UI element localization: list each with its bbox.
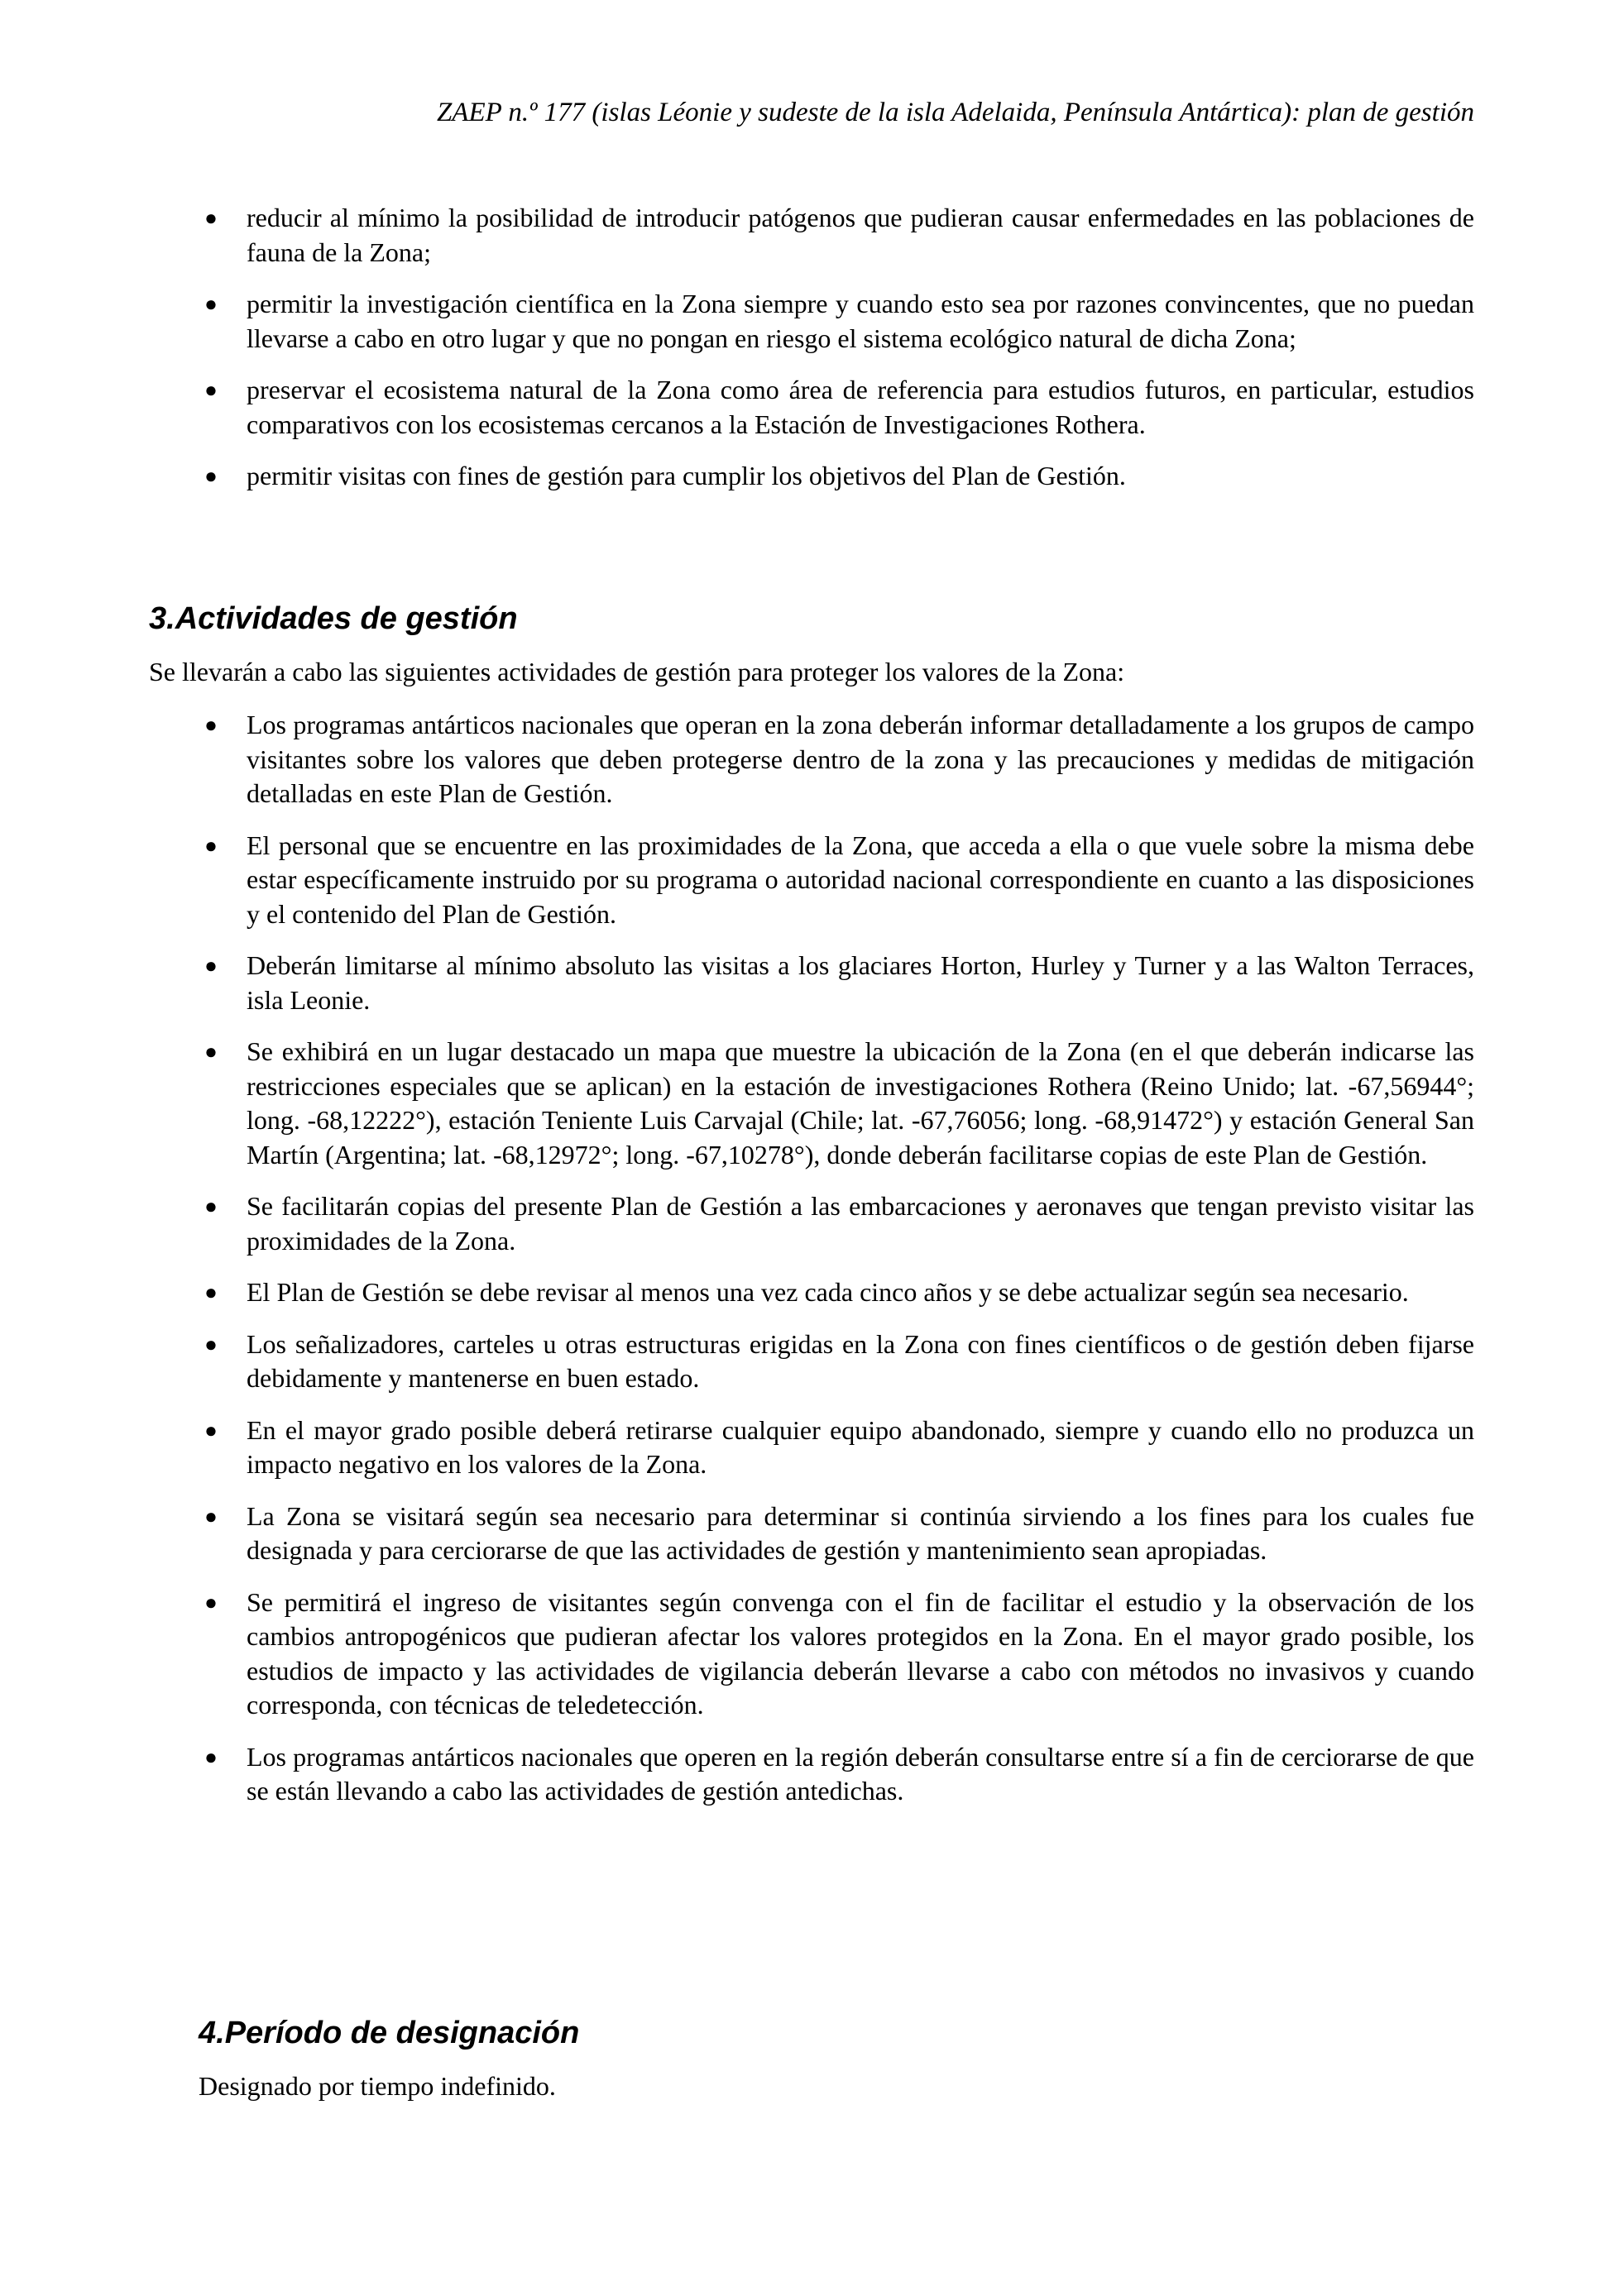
bullet-icon: ●: [204, 1504, 218, 1528]
list-item-text: Se exhibirá en un lugar destacado un mapa que muestre la ubicación de la Zona (en el que deberán indicarse las restricciones especiales que se aplican) en la estación de investigaciones Rothera (Reino Unido; lat. -67,56944°; long. -68,12222°), estación Teniente Luis Carvajal (Chile; lat. -67,76056; long. -68,91472°) y estación General San Martín (Argentina; lat. -68,12972°; long. -67,10278°), donde deberán facilitarse copias de este Plan de Gestión.: [247, 1036, 1474, 1170]
section-4-heading: 4.Período de designación: [199, 2016, 580, 2050]
section-4-body: Designado por tiempo indefinido.: [199, 2071, 556, 2101]
bullet-icon: ●: [204, 1332, 218, 1356]
objectives-list: [149, 201, 1474, 494]
list-item-text: En el mayor grado posible deberá retirarse cualquier equipo abandonado, siempre y cuando ello no produzca un impacto negativo en los valores de la Zona.: [247, 1414, 1474, 1479]
list-item: [149, 459, 1474, 494]
bullet-icon: ●: [204, 1744, 218, 1769]
bullet-icon: ●: [204, 833, 218, 858]
list-item-text: Los programas antárticos nacionales que operan en la zona deberán informar detalladamente a los grupos de campo visitantes sobre los valores que deben protegerse dentro de la zona y las precauciones y medidas de mitigación detalladas en este Plan de Gestión.: [247, 710, 1474, 808]
list-item-text: reducir al mínimo la posibilidad de introducir patógenos que pudieran causar enfermedades en las poblaciones de fauna de la Zona;: [247, 203, 1474, 267]
bullet-icon: ●: [204, 378, 218, 402]
list-item-text: La Zona se visitará según sea necesario para determinar si continúa sirviendo a los fines para los cuales fue designada y para cerciorarse de que las actividades de gestión y mantenimiento sean apropiadas.: [247, 1500, 1474, 1565]
bullet-icon: ●: [204, 1280, 218, 1304]
bullet-icon: ●: [204, 1590, 218, 1614]
list-item-text: Los señalizadores, carteles u otras estructuras erigidas en la Zona con fines científicos o de gestión deben fijarse debidamente y mantenerse en buen estado.: [247, 1328, 1474, 1393]
bullet-icon: ●: [204, 1194, 218, 1218]
list-item: [149, 1275, 1474, 1310]
list-item: [149, 829, 1474, 932]
list-item-text: El Plan de Gestión se debe revisar al menos una vez cada cinco años y se debe actualizar según sea necesario.: [247, 1277, 1409, 1307]
list-item: [149, 1327, 1474, 1396]
list-item-text: permitir visitas con fines de gestión para cumplir los objetivos del Plan de Gestión.: [247, 461, 1126, 490]
list-item-text: Se permitirá el ingreso de visitantes según convenga con el fin de facilitar el estudio y la observación de los cambios antropogénicos que pudieran afectar los valores protegidos en la Zona. En el mayor grado posible, los estudios de impacto y las actividades de vigilancia deberán llevarse a cabo con métodos no invasivos y cuando corresponda, con técnicas de teledetección.: [247, 1586, 1474, 1720]
bullet-icon: ●: [204, 1040, 218, 1064]
list-item: [149, 201, 1474, 270]
list-item-text: Se facilitarán copias del presente Plan de Gestión a las embarcaciones y aeronaves que tengan previsto visitar las proximidades de la Zona.: [247, 1191, 1474, 1256]
list-item: [149, 1413, 1474, 1482]
bullet-icon: ●: [204, 292, 218, 316]
list-item: [149, 1500, 1474, 1568]
list-item: [149, 1035, 1474, 1172]
bullet-icon: ●: [204, 1418, 218, 1442]
list-item: [149, 373, 1474, 442]
objectives-list-block: [149, 201, 1474, 494]
section-3-heading: 3.Actividades de gestión: [149, 601, 518, 636]
section-3-intro: Se llevarán a cabo las siguientes actividades de gestión para proteger los valores de la Zona:: [149, 657, 1125, 686]
list-item-text: El personal que se encuentre en las proximidades de la Zona, que acceda a ella o que vuele sobre la misma debe estar específicamente instruido por su programa o autoridad nacional correspondiente en cuanto a las disposiciones y el contenido del Plan de Gestión.: [247, 830, 1474, 929]
list-item: [149, 708, 1474, 811]
running-header: ZAEP n.º 177 (islas Léonie y sudeste de la isla Adelaida, Península Antártica): plan de gestión: [436, 98, 1474, 127]
list-item: [149, 1586, 1474, 1723]
list-item: [149, 287, 1474, 356]
bullet-icon: ●: [204, 464, 218, 488]
management-activities-list: [149, 708, 1474, 1809]
management-activities-block: [149, 708, 1474, 1809]
bullet-icon: ●: [204, 206, 218, 230]
list-item-text: Deberán limitarse al mínimo absoluto las visitas a los glaciares Horton, Hurley y Turner y a las Walton Terraces, isla Leonie.: [247, 950, 1474, 1015]
list-item: [149, 949, 1474, 1017]
list-item-text: Los programas antárticos nacionales que operen en la región deberán consultarse entre sí a fin de cerciorarse de que se están llevando a cabo las actividades de gestión antedichas.: [247, 1741, 1474, 1806]
bullet-icon: ●: [204, 713, 218, 737]
bullet-icon: ●: [204, 954, 218, 978]
list-item-text: permitir la investigación científica en la Zona siempre y cuando esto sea por razones convincentes, que no puedan llevarse a cabo en otro lugar y que no pongan en riesgo el sistema ecológico natural de dicha Zona;: [247, 289, 1474, 353]
list-item: [149, 1189, 1474, 1258]
list-item: [149, 1740, 1474, 1809]
list-item-text: preservar el ecosistema natural de la Zona como área de referencia para estudios futuros, en particular, estudios comparativos con los ecosistemas cercanos a la Estación de Investigaciones Rothera.: [247, 375, 1474, 439]
